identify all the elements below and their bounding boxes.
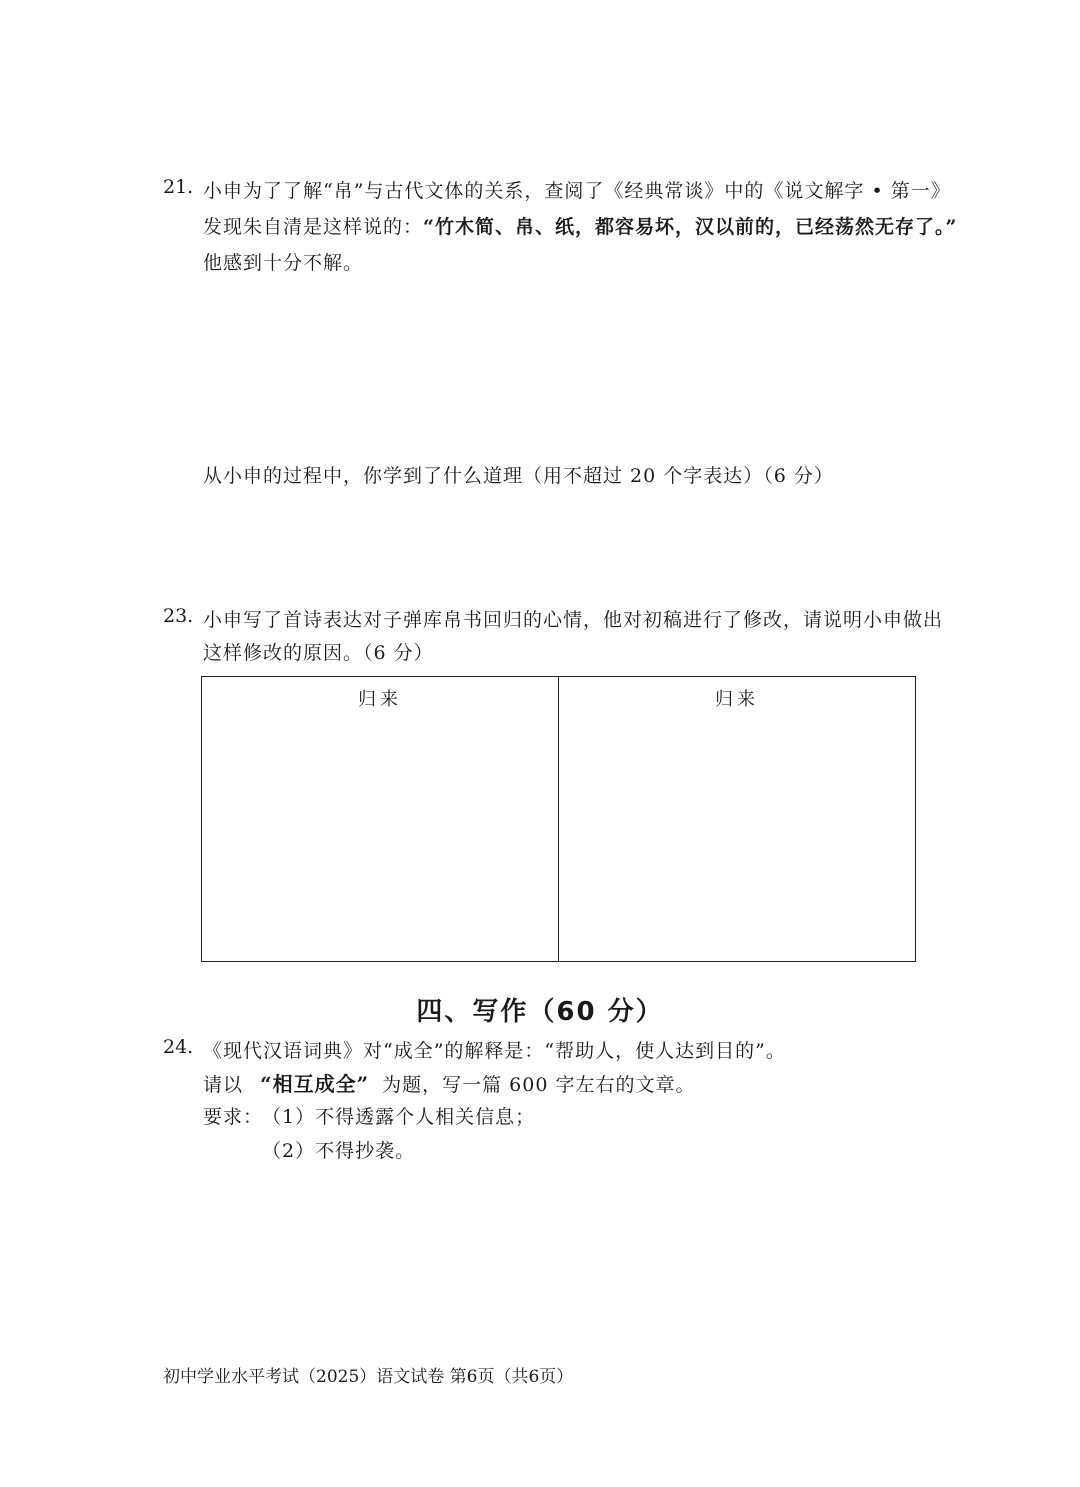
q24-line-2-prefix: 请以	[203, 1074, 244, 1096]
poem-draft-cell	[202, 677, 558, 961]
section-heading-writing: 四、写作（60 分）	[416, 997, 664, 1027]
q24-requirement-1: （1）不得透露个人相关信息；	[262, 1106, 536, 1128]
q21-line-3: 他感到十分不解。	[203, 252, 364, 274]
q24-requirement-2: （2）不得抄袭。	[262, 1140, 416, 1162]
page-footer: 初中学业水平考试（2025）语文试卷 第6页（共6页）	[163, 1367, 574, 1387]
q21-line-2	[203, 212, 957, 239]
q24-requirements-label: 要求：	[203, 1106, 264, 1128]
q21-line-1: 小申为了了解“帛”与古代文体的关系，查阅了《经典常谈》中的《说文解字 • 第一》	[203, 180, 951, 202]
q24-line-1: 《现代汉语词典》对“成全”的解释是：“帮助人，使人达到目的”。	[203, 1040, 786, 1062]
q23-line-2: 这样修改的原因。（6 分）	[203, 642, 434, 664]
q24-line-2-suffix: 为题，写一篇 600 字左右的文章。	[382, 1074, 696, 1096]
q24-number: 24.	[163, 1036, 194, 1058]
q24-line-2	[203, 1068, 695, 1097]
poem-comparison-table	[201, 676, 916, 962]
poem-revised-cell	[558, 677, 915, 961]
q22-prompt: 从小申的过程中，你学到了什么道理（用不超过 20 个字表达）（6 分）	[203, 465, 834, 487]
q21-line-2-prefix: 发现朱自清是这样说的：	[203, 216, 424, 238]
q23-number: 23.	[163, 605, 194, 627]
poem-revised-title: 归来	[715, 689, 759, 710]
q21-quote: “竹木简、帛、纸，都容易坏，汉以前的，已经荡然无存了。”	[423, 216, 958, 238]
q24-essay-title: “相互成全”	[260, 1072, 370, 1096]
q23-line-1: 小申写了首诗表达对子弹库帛书回归的心情，他对初稿进行了修改，请说明小申做出	[203, 609, 944, 631]
poem-draft-title: 归来	[358, 689, 402, 710]
q21-number: 21.	[163, 176, 194, 198]
